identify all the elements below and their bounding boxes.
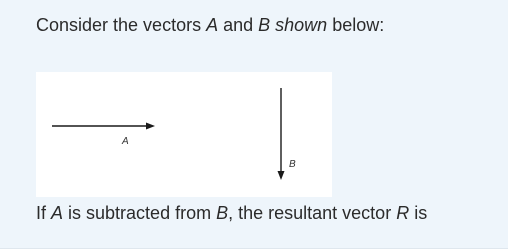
question-prompt <box>36 201 427 225</box>
vector-b-arrow <box>278 88 285 180</box>
vector-a-label: A <box>122 136 129 147</box>
intro-text-2: and <box>218 15 259 35</box>
question-intro <box>36 13 384 37</box>
vector-b-label: B <box>289 159 296 170</box>
vector-diagram <box>36 72 332 197</box>
prompt-text-3: , the resultant vector <box>228 203 397 223</box>
prompt-vector-a: A <box>51 203 64 223</box>
prompt-text-2: is subtracted from <box>63 203 217 223</box>
vector-a-arrow <box>52 123 155 130</box>
intro-text-4: below: <box>327 15 385 35</box>
intro-vector-b: B <box>258 15 271 35</box>
prompt-vector-r: R <box>396 203 410 223</box>
prompt-text-1: If <box>36 203 52 223</box>
vector-b-head <box>278 171 285 180</box>
intro-text-3: shown <box>270 15 328 35</box>
intro-vector-a: A <box>206 15 219 35</box>
vector-figure <box>36 72 332 197</box>
vector-a-head <box>146 123 155 130</box>
intro-text-1: Consider the vectors <box>36 15 207 35</box>
prompt-vector-b: B <box>216 203 229 223</box>
prompt-text-4: is <box>409 203 428 223</box>
